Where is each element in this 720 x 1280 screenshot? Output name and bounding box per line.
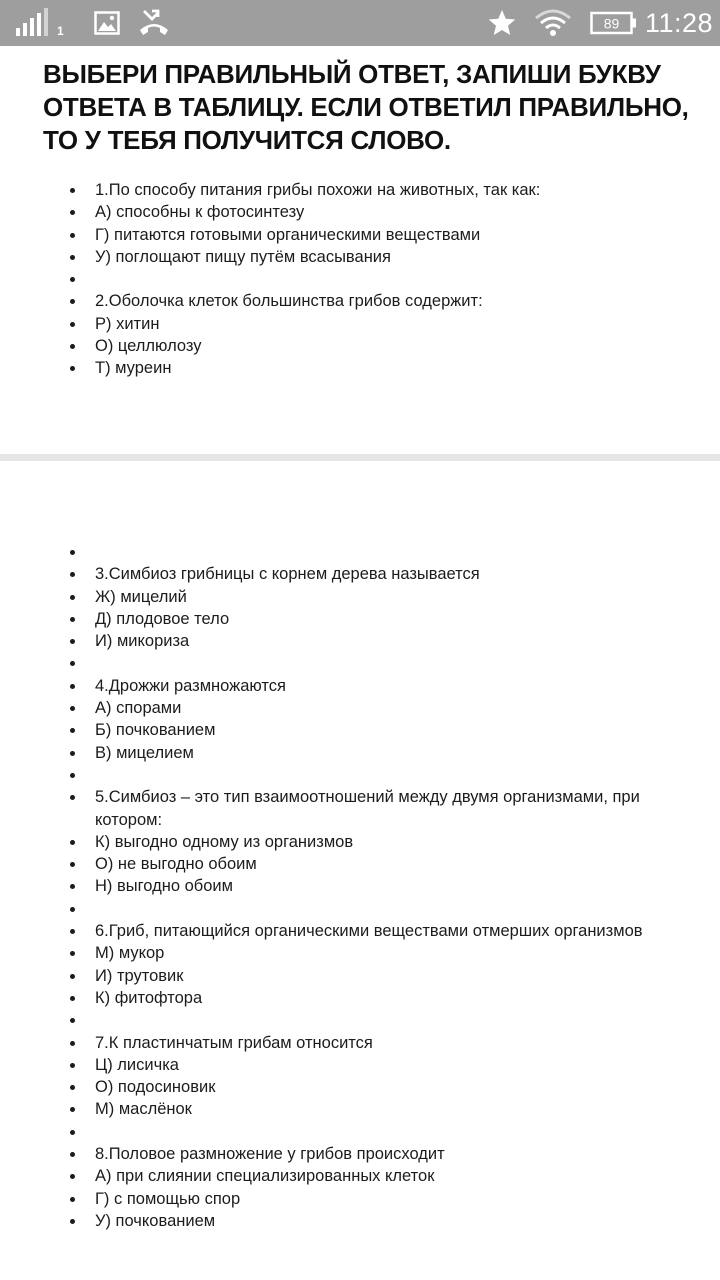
- list-item: 2.Оболочка клеток большинства грибов содержит:: [0, 290, 720, 312]
- document-page-2: [0, 461, 720, 1280]
- list-item: [0, 898, 720, 920]
- list-item: 8.Половое размножение у грибов происходит: [0, 1143, 720, 1165]
- list-item: А) при слиянии специализированных клеток: [0, 1165, 720, 1187]
- image-notification-icon: [94, 0, 120, 46]
- question-list-page-1: [0, 179, 720, 380]
- list-item: У) почкованием: [0, 1210, 720, 1232]
- list-item: И) трутовик: [0, 965, 720, 987]
- sim-slot-label: 1: [57, 24, 64, 38]
- document-heading: ВЫБЕРИ ПРАВИЛЬНЫЙ ОТВЕТ, ЗАПИШИ БУКВУ ОТВЕТА В ТАБЛИЦУ. ЕСЛИ ОТВЕТИЛ ПРАВИЛЬНО, ТО У ТЕБЯ ПОЛУЧИТСЯ СЛОВО.: [43, 59, 689, 155]
- list-item: Г) питаются готовыми органическими веществами: [0, 224, 720, 246]
- list-item: 1.По способу питания грибы похожи на животных, так как:: [0, 179, 720, 201]
- missed-call-icon: [138, 0, 170, 46]
- list-item: О) целлюлозу: [0, 335, 720, 357]
- list-item: Д) плодовое тело: [0, 608, 720, 630]
- list-item: 6.Гриб, питающийся органическими веществами отмерших организмов: [0, 920, 720, 942]
- list-item: Ц) лисичка: [0, 1054, 720, 1076]
- list-item: А) спорами: [0, 697, 720, 719]
- list-item: 4.Дрожжи размножаются: [0, 675, 720, 697]
- list-item: Н) выгодно обоим: [0, 875, 720, 897]
- list-item: Т) муреин: [0, 357, 720, 379]
- list-item: [0, 1009, 720, 1031]
- list-item: 5.Симбиоз – это тип взаимоотношений между двумя организмами, при котором:: [0, 786, 720, 831]
- star-icon: [486, 0, 518, 46]
- list-item: [0, 1121, 720, 1143]
- list-item: 7.К пластинчатым грибам относится: [0, 1032, 720, 1054]
- document-page-1: [0, 46, 720, 454]
- list-item: [0, 268, 720, 290]
- list-item: О) не выгодно обоим: [0, 853, 720, 875]
- status-bar: [0, 0, 720, 46]
- list-item: Г) с помощью спор: [0, 1188, 720, 1210]
- battery-icon: [590, 0, 638, 46]
- list-item: О) подосиновик: [0, 1076, 720, 1098]
- list-item: Р) хитин: [0, 313, 720, 335]
- question-list-page-2: [0, 541, 720, 1232]
- list-item: Б) почкованием: [0, 719, 720, 741]
- battery-level: 89: [603, 15, 620, 32]
- wifi-icon: [534, 0, 572, 46]
- list-item: [0, 764, 720, 786]
- list-item: К) фитофтора: [0, 987, 720, 1009]
- list-item: А) способны к фотосинтезу: [0, 201, 720, 223]
- list-item: [0, 541, 720, 563]
- clock: 11:28: [645, 7, 714, 38]
- list-item: И) микориза: [0, 630, 720, 652]
- page-divider: [0, 454, 720, 461]
- list-item: 3.Симбиоз грибницы с корнем дерева называется: [0, 563, 720, 585]
- list-item: М) мукор: [0, 942, 720, 964]
- list-item: У) поглощают пищу путём всасывания: [0, 246, 720, 268]
- list-item: Ж) мицелий: [0, 586, 720, 608]
- list-item: М) маслёнок: [0, 1098, 720, 1120]
- list-item: В) мицелием: [0, 742, 720, 764]
- list-item: К) выгодно одному из организмов: [0, 831, 720, 853]
- signal-strength-icon: [16, 0, 52, 46]
- list-item: [0, 652, 720, 674]
